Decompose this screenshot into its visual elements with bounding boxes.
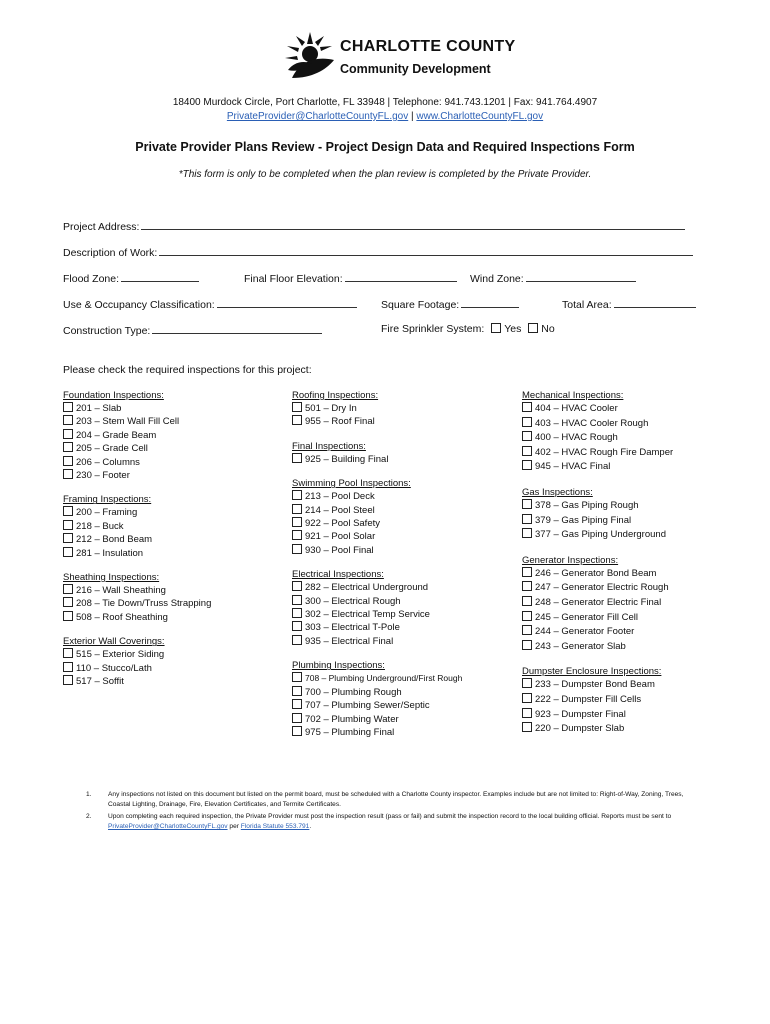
inspection-item-label: 921 – Pool Solar: [305, 531, 376, 543]
inspection-checkbox[interactable]: [63, 648, 73, 658]
inspection-checkbox[interactable]: [292, 608, 302, 618]
description-input[interactable]: [159, 245, 693, 256]
inspection-item-label: 281 – Insulation: [76, 547, 144, 559]
inspection-checkbox[interactable]: [522, 460, 532, 470]
inspection-item-label: 233 – Dumpster Bond Beam: [535, 679, 655, 691]
inspection-item-label: 945 – HVAC Final: [535, 461, 611, 473]
contact-address: 18400 Murdock Circle, Port Charlotte, FL 33948 | Telephone: 941.743.1201 | Fax: 941.764.4907: [172, 97, 598, 108]
inspection-item-label: 402 – HVAC Rough Fire Damper: [535, 446, 674, 458]
form-note: *This form is only to be completed when the plan review is completed by the Private Provider.: [178, 169, 592, 180]
fire-sprinkler-row: [381, 323, 555, 335]
construction-type-row: [63, 323, 322, 337]
total-area-row: [562, 297, 696, 311]
square-footage-input[interactable]: [461, 297, 519, 308]
inspection-item: [292, 595, 517, 608]
inspection-item: [522, 460, 722, 475]
sun-leaf-icon: [282, 30, 338, 84]
inspection-checkbox[interactable]: [522, 402, 532, 412]
inspection-item-label: 243 – Generator Slab: [535, 640, 626, 652]
fire-sprinkler-no-label: No: [541, 323, 555, 335]
inspection-checkbox[interactable]: [292, 635, 302, 645]
inspection-group-title: Swimming Pool Inspections:: [292, 478, 411, 490]
inspection-column-1: [63, 389, 283, 700]
inspection-item: [522, 402, 722, 417]
inspection-item: [292, 635, 517, 648]
project-address-label: Project Address:: [63, 221, 140, 233]
inspection-checkbox[interactable]: [292, 581, 302, 591]
inspection-group: [63, 389, 283, 482]
inspection-checkbox[interactable]: [522, 499, 532, 509]
inspection-item-label: 403 – HVAC Cooler Rough: [535, 417, 649, 429]
inspection-checkbox[interactable]: [63, 584, 73, 594]
inspection-item-label: 930 – Pool Final: [305, 544, 374, 556]
inspection-checkbox[interactable]: [63, 442, 73, 452]
inspection-item: [522, 596, 722, 611]
inspection-checkbox[interactable]: [292, 402, 302, 412]
inspection-checkbox[interactable]: [292, 415, 302, 425]
flood-zone-row: [63, 271, 199, 285]
inspection-item: [63, 547, 283, 560]
inspection-item-label: 245 – Generator Fill Cell: [535, 611, 638, 623]
inspection-checkbox[interactable]: [292, 453, 302, 463]
inspection-item-label: 400 – HVAC Rough: [535, 432, 618, 444]
inspection-item: [63, 597, 283, 610]
inspection-checkbox[interactable]: [522, 625, 532, 635]
inspection-group-title: Roofing Inspections:: [292, 390, 379, 401]
inspection-item: [63, 456, 283, 469]
inspection-group: [63, 571, 283, 624]
inspection-item: [522, 499, 722, 514]
inspection-item-label: 702 – Plumbing Water: [305, 713, 399, 725]
inspection-item-label: 222 – Dumpster Fill Cells: [535, 693, 642, 705]
inspection-item-label: 404 – HVAC Cooler: [535, 403, 618, 414]
inspection-item-label: 708 – Plumbing Underground/First Rough: [305, 673, 463, 684]
inspection-item-label: 248 – Generator Electric Final: [535, 596, 662, 608]
wind-zone-input[interactable]: [526, 271, 636, 282]
inspection-item-label: 220 – Dumpster Slab: [535, 723, 625, 735]
inspection-group: [63, 493, 283, 560]
inspection-item-label: 214 – Pool Steel: [305, 504, 375, 516]
footnote-text-part: Upon completing each required inspection, the Private Provider must post the inspection result (pass or fail) and submit the inspection record to the local building official. Reports must be sent to: [108, 813, 672, 820]
inspection-checkbox[interactable]: [292, 544, 302, 554]
inspection-item: [522, 678, 722, 693]
inspection-group: [522, 486, 722, 543]
inspection-checkbox[interactable]: [522, 567, 532, 577]
inspection-group-title: Framing Inspections:: [63, 494, 152, 506]
inspection-item-label: 501 – Dry In: [305, 403, 357, 414]
inspection-item: [522, 514, 722, 529]
inspection-checkbox[interactable]: [292, 621, 302, 631]
inspection-item: [63, 520, 283, 533]
flood-zone-label: Flood Zone:: [63, 273, 120, 285]
inspection-group-title: Sheathing Inspections:: [63, 572, 160, 584]
construction-type-label: Construction Type:: [63, 325, 151, 337]
contact-links: [0, 111, 770, 122]
final-floor-input[interactable]: [345, 271, 457, 282]
inspection-group: [292, 568, 517, 648]
inspection-checkbox[interactable]: [522, 678, 532, 688]
inspection-item: [292, 699, 517, 712]
inspection-checkbox[interactable]: [522, 528, 532, 538]
inspection-item: [63, 648, 283, 661]
inspection-item: [292, 621, 517, 634]
email-link[interactable]: PrivateProvider@CharlotteCountyFL.gov: [226, 111, 409, 122]
inspection-checkbox[interactable]: [522, 514, 532, 524]
total-area-label: Total Area:: [562, 299, 612, 311]
florida-statute-link[interactable]: Florida Statute 553.791: [240, 823, 310, 830]
fire-sprinkler-label: Fire Sprinkler System:: [381, 323, 485, 335]
form-title: Private Provider Plans Review - Project Design Data and Required Inspections Form: [135, 140, 635, 154]
inspection-item: [292, 453, 517, 466]
inspection-item-label: 975 – Plumbing Final: [305, 726, 395, 738]
inspection-checkbox[interactable]: [292, 713, 302, 723]
inspection-item: [63, 675, 283, 688]
inspection-item-label: 216 – Wall Sheathing: [76, 585, 166, 597]
footnote-2: [86, 812, 706, 832]
total-area-input[interactable]: [614, 297, 696, 308]
website-link[interactable]: www.CharlotteCountyFL.gov: [416, 111, 544, 122]
inspection-item-label: 377 – Gas Piping Underground: [535, 529, 666, 541]
inspection-item-label: 303 – Electrical T-Pole: [305, 622, 400, 634]
inspection-checkbox[interactable]: [522, 446, 532, 456]
inspection-checkbox[interactable]: [292, 504, 302, 514]
inspection-item: [292, 530, 517, 543]
inspection-item-label: 244 – Generator Footer: [535, 626, 635, 638]
inspection-checkbox[interactable]: [63, 675, 73, 685]
inspection-item: [63, 611, 283, 624]
square-footage-row: [381, 297, 519, 311]
inspection-item-label: 212 – Bond Beam: [76, 534, 153, 546]
inspection-item: [522, 693, 722, 708]
inspection-item: [63, 429, 283, 442]
inspection-item: [522, 640, 722, 655]
inspection-checkbox[interactable]: [63, 662, 73, 672]
square-footage-label: Square Footage:: [381, 299, 460, 311]
inspection-item-label: 925 – Building Final: [305, 453, 389, 465]
construction-type-input[interactable]: [152, 323, 322, 334]
inspection-checkbox[interactable]: [522, 417, 532, 427]
inspection-item: [522, 446, 722, 461]
inspection-group: [292, 659, 517, 739]
inspection-checkbox[interactable]: [522, 581, 532, 591]
inspection-item: [292, 504, 517, 517]
inspection-item: [63, 469, 283, 482]
inspection-item: [292, 713, 517, 726]
use-occupancy-label: Use & Occupancy Classification:: [63, 299, 215, 311]
inspection-checkbox[interactable]: [292, 595, 302, 605]
footnote-text-part: per: [229, 823, 239, 830]
inspection-item-label: 213 – Pool Deck: [305, 491, 375, 503]
inspection-group-title: Generator Inspections:: [522, 554, 619, 566]
inspection-checkbox[interactable]: [63, 611, 73, 621]
inspection-item: [292, 517, 517, 530]
wind-zone-label: Wind Zone:: [470, 273, 524, 285]
inspection-column-2: [292, 389, 517, 750]
inspection-item-label: 201 – Slab: [76, 403, 122, 414]
inspection-item: [63, 415, 283, 428]
inspection-group-title: Dumpster Enclosure Inspections:: [522, 666, 662, 678]
inspection-item-label: 700 – Plumbing Rough: [305, 686, 402, 698]
inspection-checkbox[interactable]: [522, 640, 532, 650]
inspection-item-label: 200 – Framing: [76, 507, 138, 519]
inspection-item-label: 246 – Generator Bond Beam: [535, 567, 657, 579]
inspection-item-label: 205 – Grade Cell: [76, 443, 148, 455]
inspection-item: [522, 528, 722, 543]
inspection-item-label: 206 – Columns: [76, 456, 140, 468]
inspection-checkbox[interactable]: [63, 402, 73, 412]
inspection-group: [522, 554, 722, 655]
footnote-text: Any inspections not listed on this document but listed on the permit board, must be scheduled with a Charlotte County inspector. Examples include but are not limited to: Right-of-Way, Zoning, Trees, Coastal Lighting, Drainage, Fire, Elevation Certificates, and Termite Certificates.: [108, 791, 684, 808]
inspection-group: [292, 440, 517, 466]
inspection-item-label: 517 – Soffit: [76, 676, 124, 688]
inspection-item-label: 204 – Grade Beam: [76, 429, 157, 441]
footnote-text: [108, 812, 706, 832]
inspection-item-label: 110 – Stucco/Lath: [76, 662, 152, 674]
inspection-item-label: 300 – Electrical Rough: [305, 595, 401, 607]
inspection-item: [292, 686, 517, 699]
final-floor-row: [244, 271, 457, 285]
inspection-checkbox[interactable]: [522, 596, 532, 606]
inspection-group-title: Mechanical Inspections:: [522, 390, 624, 401]
inspection-group-title: Foundation Inspections:: [63, 390, 164, 401]
inspection-checkbox[interactable]: [63, 506, 73, 516]
inspection-item: [292, 726, 517, 739]
org-name: CHARLOTTE COUNTY: [340, 38, 516, 55]
inspection-item: [522, 567, 722, 582]
inspection-item-label: 935 – Electrical Final: [305, 635, 394, 647]
inspection-item-label: 508 – Roof Sheathing: [76, 611, 168, 623]
footnote-1: [86, 790, 706, 810]
footnote-number: 2.: [86, 813, 92, 820]
inspection-group: [292, 389, 517, 429]
inspection-checkbox[interactable]: [522, 431, 532, 441]
inspection-group: [522, 389, 722, 475]
project-address-input[interactable]: [141, 219, 685, 230]
inspection-item: [522, 581, 722, 596]
flood-zone-input[interactable]: [121, 271, 199, 282]
inspection-item: [292, 402, 517, 415]
link-separator: |: [411, 111, 414, 122]
inspection-item-label: 208 – Tie Down/Truss Strapping: [76, 598, 212, 610]
inspection-checkbox[interactable]: [63, 547, 73, 557]
inspection-checkbox[interactable]: [292, 672, 302, 682]
footnote-number: 1.: [86, 791, 92, 798]
footnote-text-part: .: [309, 823, 312, 830]
inspection-item-label: 378 – Gas Piping Rough: [535, 499, 639, 511]
inspection-item: [522, 625, 722, 640]
org-subtitle: Community Development: [340, 62, 491, 76]
use-occupancy-input[interactable]: [217, 297, 357, 308]
inspection-item: [292, 490, 517, 503]
inspection-checkbox[interactable]: [292, 726, 302, 736]
inspection-checkbox[interactable]: [522, 722, 532, 732]
description-row: [63, 245, 693, 259]
inspection-group-title: Plumbing Inspections:: [292, 660, 385, 672]
inspection-item: [292, 608, 517, 621]
footnotes: [86, 790, 706, 834]
footnote-email-link[interactable]: PrivateProvider@CharlotteCountyFL.gov: [108, 823, 228, 830]
inspection-checkbox[interactable]: [63, 415, 73, 425]
fire-sprinkler-yes-label: Yes: [504, 323, 522, 335]
inspection-item-label: 707 – Plumbing Sewer/Septic: [305, 700, 430, 712]
inspection-item: [63, 506, 283, 519]
inspection-item-label: 203 – Stem Wall Fill Cell: [76, 416, 180, 428]
inspection-item: [292, 581, 517, 594]
county-logo: [282, 30, 516, 84]
inspection-item-label: 379 – Gas Piping Final: [535, 514, 632, 526]
inspection-item: [63, 402, 283, 415]
final-floor-label: Final Floor Elevation:: [244, 273, 343, 285]
inspection-item: [63, 662, 283, 675]
inspection-item-label: 302 – Electrical Temp Service: [305, 609, 430, 621]
inspections-prompt: Please check the required inspections for this project:: [63, 364, 312, 376]
inspection-group-title: Gas Inspections:: [522, 486, 593, 498]
inspection-checkbox[interactable]: [292, 530, 302, 540]
inspection-group-title: Electrical Inspections:: [292, 569, 384, 581]
inspection-item: [63, 533, 283, 546]
inspection-item-label: 230 – Footer: [76, 470, 130, 482]
inspection-checkbox[interactable]: [522, 708, 532, 718]
inspection-item-label: 923 – Dumpster Final: [535, 708, 626, 720]
inspection-group: [522, 665, 722, 736]
inspection-item: [522, 708, 722, 723]
inspection-item-label: 247 – Generator Electric Rough: [535, 582, 669, 594]
inspection-checkbox[interactable]: [292, 490, 302, 500]
inspection-checkbox[interactable]: [522, 611, 532, 621]
inspection-checkbox[interactable]: [63, 597, 73, 607]
inspection-checkbox[interactable]: [292, 699, 302, 709]
inspection-checkbox[interactable]: [292, 686, 302, 696]
inspection-item: [522, 431, 722, 446]
inspection-item: [63, 442, 283, 455]
inspection-item-label: 955 – Roof Final: [305, 416, 375, 428]
inspection-group-title: Exterior Wall Coverings:: [63, 636, 165, 648]
fire-sprinkler-no-checkbox[interactable]: [528, 323, 538, 333]
wind-zone-row: [470, 271, 636, 285]
fire-sprinkler-yes-checkbox[interactable]: [491, 323, 501, 333]
inspection-group: [292, 477, 517, 557]
inspection-item-label: 282 – Electrical Underground: [305, 582, 429, 594]
inspection-item: [63, 584, 283, 597]
inspection-checkbox[interactable]: [63, 456, 73, 466]
inspection-group: [63, 635, 283, 688]
inspection-item: [522, 417, 722, 432]
description-label: Description of Work:: [63, 247, 158, 259]
use-occupancy-row: [63, 297, 357, 311]
inspection-item: [292, 672, 517, 685]
inspection-checkbox[interactable]: [63, 469, 73, 479]
inspection-item: [522, 722, 722, 737]
inspection-group-title: Final Inspections:: [292, 440, 366, 452]
inspection-item: [522, 611, 722, 626]
inspection-item: [292, 544, 517, 557]
inspection-checkbox[interactable]: [292, 517, 302, 527]
inspection-item-label: 218 – Buck: [76, 520, 124, 532]
inspection-checkbox[interactable]: [63, 533, 73, 543]
inspection-checkbox[interactable]: [63, 429, 73, 439]
inspection-checkbox[interactable]: [522, 693, 532, 703]
inspection-item-label: 922 – Pool Safety: [305, 518, 380, 530]
project-address-row: [63, 219, 685, 233]
inspection-item: [292, 415, 517, 428]
inspection-item-label: 515 – Exterior Siding: [76, 649, 165, 661]
inspection-column-3: [522, 389, 722, 748]
inspection-checkbox[interactable]: [63, 520, 73, 530]
